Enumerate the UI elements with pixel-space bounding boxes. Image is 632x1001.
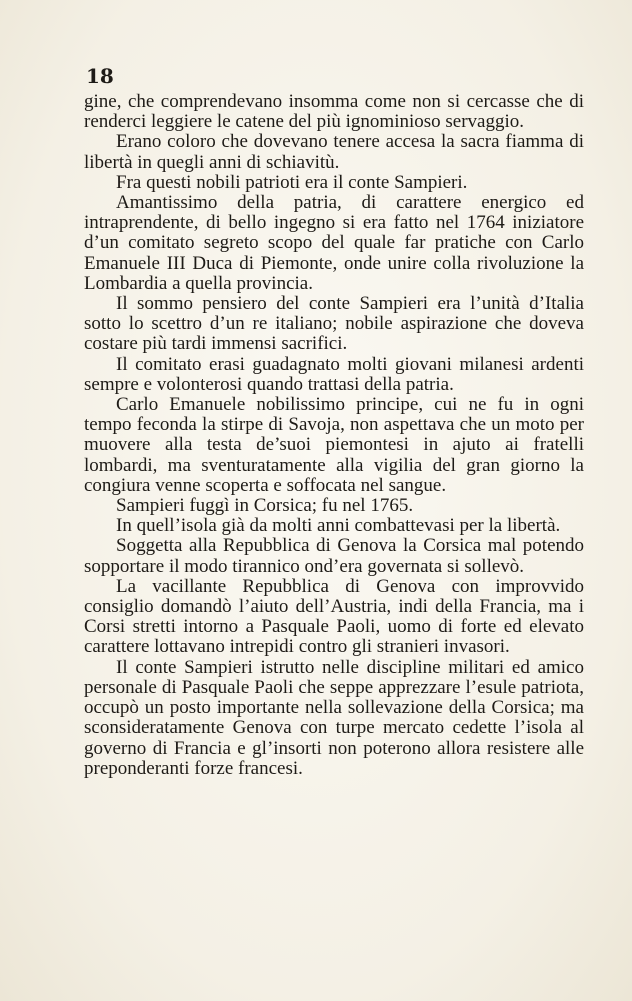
paragraph: Erano coloro che dovevano tenere accesa la sacra fiamma di libertà in quegli anni di schiavitù. [84, 131, 584, 173]
paragraph: In quell’isola già da molti anni combattevasi per la libertà. [116, 515, 561, 537]
body-text [84, 92, 584, 779]
paragraph: Carlo Emanuele nobilissimo principe, cui ne fu in ogni tempo feconda la stirpe di Savoja, non aspettava che un moto per muovere alla testa de’suoi piemontesi in ajuto ai fratelli lombardi, ma sventuratamente alla vigilia del gran giorno la congiura venne scoperta e soffocata nel sangue. [84, 394, 584, 496]
paragraph: Amantissimo della patria, di carattere energico ed intraprendente, di bello ingegno si era fatto nel 1764 iniziatore d’un comitato segreto scopo del quale far pratiche con Carlo Emanuele III Duca di Piemonte, onde unire colla rivoluzione la Lombardia a quella provincia. [84, 192, 584, 294]
paragraph: Fra questi nobili patrioti era il conte Sampieri. [116, 171, 468, 193]
paragraph: Soggetta alla Repubblica di Genova la Corsica mal potendo sopportare il modo tirannico ond’era governata si sollevò. [84, 535, 584, 577]
page-number: 18 [86, 64, 114, 88]
paragraph: Sampieri fuggì in Corsica; fu nel 1765. [116, 495, 414, 517]
paragraph: La vacillante Repubblica di Genova con improvvido consiglio domandò l’aiuto dell’Austria, indi della Francia, ma i Corsi stretti intorno a Pasquale Paoli, uomo di forte ed elevato carattere lottavano intrepidi contro gli stranieri invasori. [84, 575, 584, 658]
paragraph: Il sommo pensiero del conte Sampieri era l’unità d’Italia sotto lo scettro d’un re italiano; nobile aspirazione che doveva costare più tardi immensi sacrifici. [84, 293, 584, 355]
paragraph: gine, che comprendevano insomma come non si cercasse che di renderci leggiere le catene del più ignominioso servaggio. [84, 91, 584, 133]
paragraph: Il comitato erasi guadagnato molti giovani milanesi ardenti sempre e volonterosi quando trattasi della patria. [84, 353, 584, 395]
paragraph: Il conte Sampieri istrutto nelle discipline militari ed amico personale di Pasquale Paoli che seppe apprezzare l’esule patriota, occupò un posto importante nella sollevazione della Corsica; ma sconsideratamente Genova con turpe mercato cedette l’isola al governo di Francia e gl’insorti non poterono allora resistere alle preponderanti forze francesi. [84, 656, 584, 779]
